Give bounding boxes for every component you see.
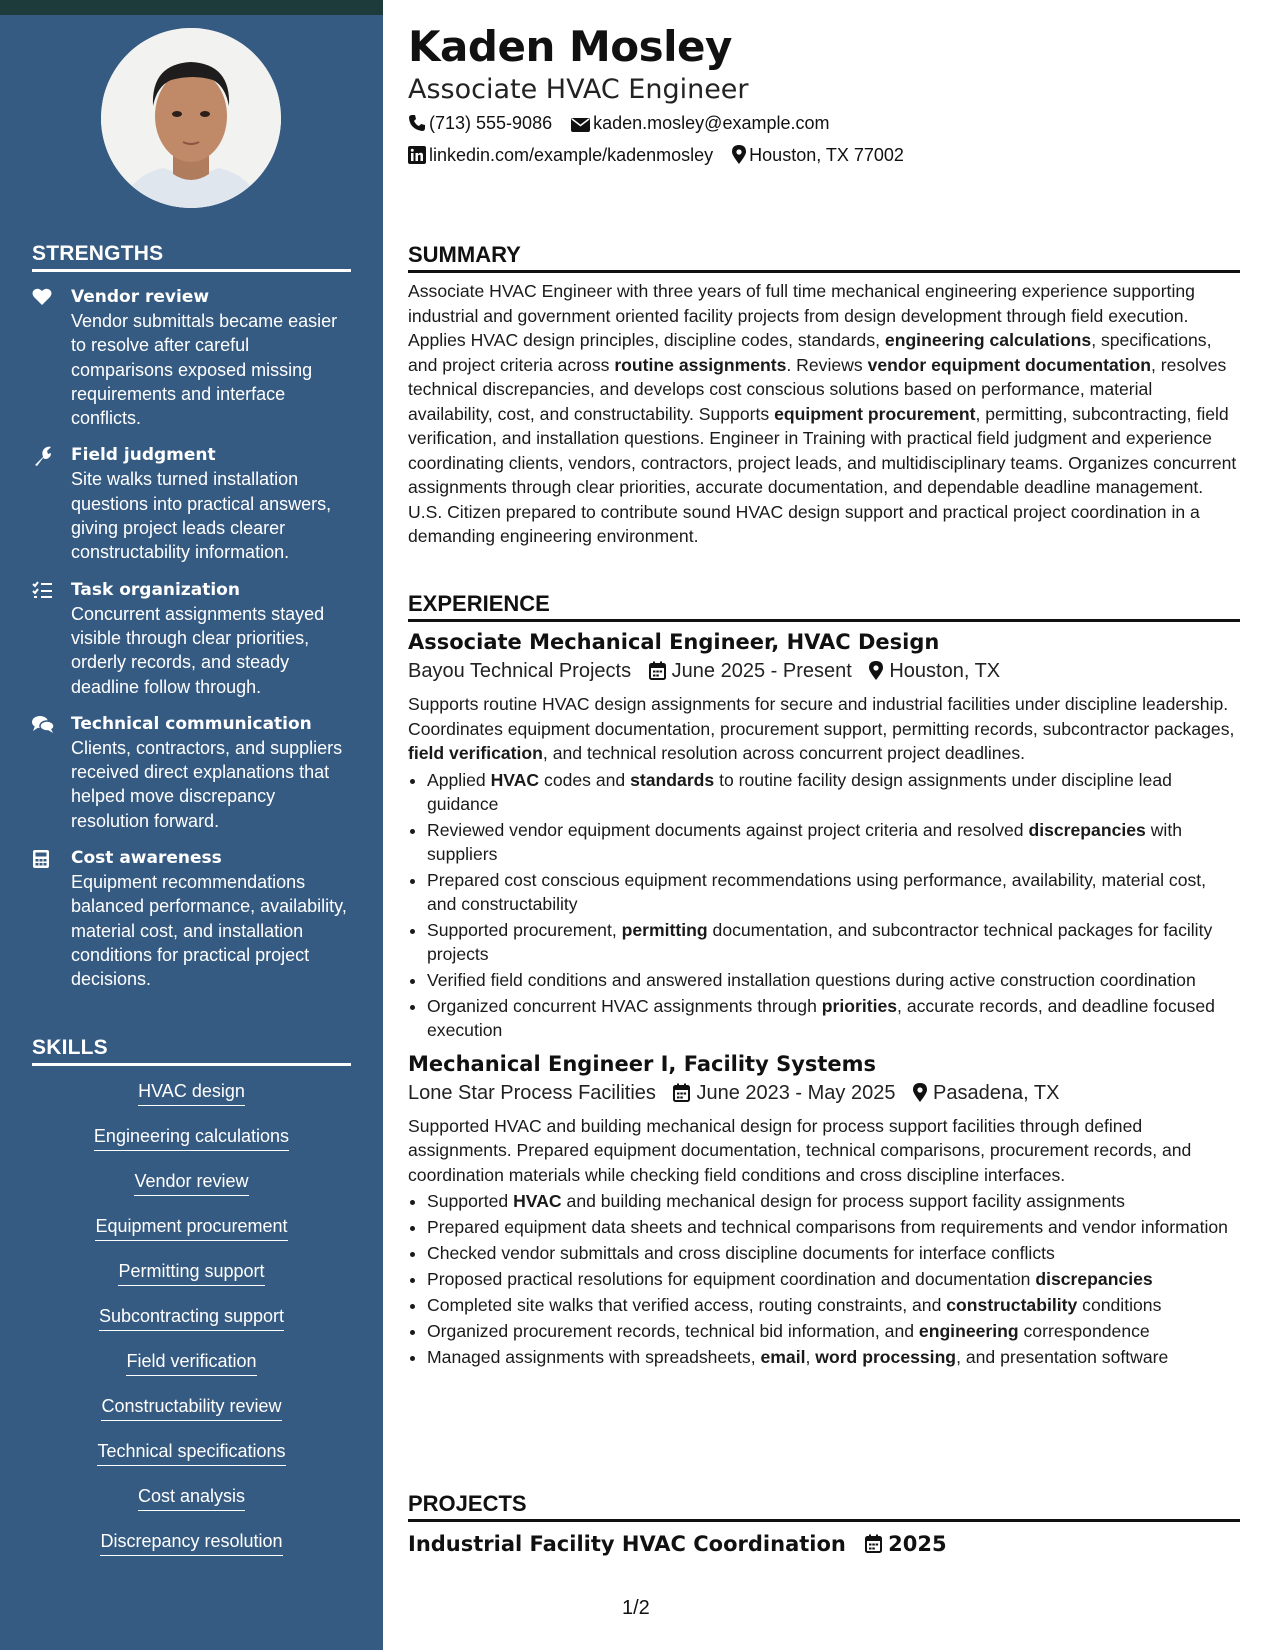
- emphasized-term: discrepancies: [1035, 1269, 1153, 1289]
- text-run: ,: [805, 1347, 816, 1367]
- text-run: , and presentation software: [956, 1347, 1169, 1367]
- summary-text: [408, 279, 1240, 549]
- strength-item: [32, 443, 351, 564]
- bullet-item: [427, 994, 1240, 1042]
- emphasized-term: vendor equipment documentation: [867, 354, 1152, 375]
- linkedin-icon: [408, 146, 426, 169]
- text-run: Applied: [427, 769, 491, 790]
- location-text: Houston, TX 77002: [749, 145, 904, 165]
- strength-description: Concurrent assignments stayed visible through clear priorities, orderly records, and steady deadline follow through.: [71, 603, 325, 697]
- job-meta: [408, 1082, 1240, 1108]
- calendar-icon: [649, 661, 666, 686]
- job-title: Mechanical Engineer I, Facility Systems: [408, 1051, 877, 1076]
- strength-item: [32, 285, 351, 430]
- strengths-section: [32, 242, 351, 992]
- text-run: Supported: [427, 1191, 514, 1211]
- project-year: 2025: [888, 1532, 947, 1556]
- map-marker-icon: [732, 145, 746, 169]
- linkedin-link[interactable]: linkedin.com/example/kadenmosley: [429, 145, 714, 165]
- job-dates: June 2025 - Present: [671, 660, 852, 682]
- calendar-icon: [865, 1534, 882, 1558]
- text-run: Managed assignments with spreadsheets,: [427, 1347, 761, 1367]
- text-run: , permitting, subcontracting, field verification, and installation questions. Engineer in Training with practical field judgment and experience coordinating clients, vendors, contractors, project leads, and multidisciplinary teams. Organizes concurrent assignments through clear priorities, accurate documentation, and dependable deadline management. U.S. Citizen prepared to contribute sound HVAC design support and practical project coordination in a demanding engineering environment.: [408, 403, 1237, 546]
- job-title-heading: Associate HVAC Engineer: [408, 74, 749, 105]
- bullet-item: [427, 818, 1240, 866]
- text-run: Organized procurement records, technical bid information, and: [427, 1321, 919, 1341]
- company-name: Bayou Technical Projects: [408, 660, 632, 682]
- envelope-icon: [571, 116, 590, 137]
- text-run: Supports routine HVAC design assignments for secure and industrial facilities under discipline leadership. Coordinates equipment documentation, procurement support, permitting records, subcontractor packages,: [408, 694, 1235, 739]
- strength-description: Equipment recommendations balanced performance, availability, material cost, and installation conditions for practical project decisions.: [71, 872, 347, 990]
- emphasized-term: HVAC: [513, 1191, 562, 1211]
- text-run: and building mechanical design for process support facility assignments: [561, 1191, 1125, 1211]
- emphasized-term: field verification: [408, 743, 543, 763]
- skill-tag: Engineering calculations: [94, 1125, 289, 1151]
- projects-heading: PROJECTS: [408, 1491, 1240, 1522]
- sidebar: [0, 15, 383, 1650]
- emphasized-term: HVAC: [490, 769, 540, 790]
- skill-tag: Cost analysis: [138, 1485, 245, 1511]
- emphasized-term: constructability: [946, 1295, 1078, 1315]
- text-run: Proposed practical resolutions for equipment coordination and documentation: [427, 1269, 1036, 1289]
- text-run: , and technical resolution across concurrent project deadlines.: [542, 743, 1026, 763]
- task-list-icon: [32, 581, 54, 601]
- job-title: Associate Mechanical Engineer, HVAC Design: [408, 630, 940, 654]
- strength-title: Task organization: [71, 579, 240, 600]
- text-run: . Reviews: [786, 354, 868, 375]
- avatar: [101, 28, 281, 208]
- skill-tag: Technical specifications: [97, 1440, 285, 1466]
- skill-tag: HVAC design: [138, 1080, 245, 1106]
- contact-row-1: [408, 113, 829, 137]
- skills-section: [32, 1036, 351, 1575]
- text-run: Supported procurement,: [427, 919, 622, 940]
- bullet-item: [427, 1215, 1240, 1239]
- emphasized-term: engineering: [918, 1321, 1019, 1341]
- job-bullets: [408, 1189, 1240, 1369]
- emphasized-term: routine assignments: [614, 354, 787, 375]
- emphasized-term: engineering calculations: [884, 330, 1092, 350]
- emphasized-term: equipment procurement: [774, 403, 976, 424]
- text-run: , resolves technical discrepancies, and develops cost conscious solutions based on performance, material availability, cost, and constructability. Supports: [408, 354, 1227, 424]
- company-name: Lone Star Process Facilities: [408, 1081, 656, 1104]
- job-entry: [408, 1052, 1240, 1370]
- job-description: [408, 692, 1240, 766]
- skills-heading: SKILLS: [32, 1036, 351, 1066]
- bullet-item: [427, 868, 1240, 916]
- wrench-icon: [32, 446, 54, 466]
- bullet-item: [427, 768, 1240, 816]
- text-run: with suppliers: [427, 819, 1182, 864]
- skill-tag: Vendor review: [134, 1170, 248, 1196]
- bullet-item: [427, 1241, 1240, 1265]
- phone-icon: [408, 114, 426, 137]
- bullet-item: [427, 1267, 1240, 1291]
- contact-row-2: [408, 145, 904, 169]
- skill-tag: Constructability review: [101, 1395, 281, 1421]
- calendar-icon: [673, 1083, 690, 1108]
- skill-tag: Equipment procurement: [95, 1215, 287, 1241]
- summary-heading: SUMMARY: [408, 242, 1240, 273]
- text-run: documentation, and subcontractor technical packages for facility projects: [427, 919, 1213, 964]
- summary-section: [408, 242, 1240, 549]
- skill-tag: Permitting support: [118, 1260, 264, 1286]
- job-description: [408, 1114, 1240, 1188]
- bullet-item: [427, 1319, 1240, 1343]
- strength-item: [32, 712, 351, 833]
- email-link[interactable]: kaden.mosley@example.com: [593, 113, 830, 133]
- job-bullets: [408, 768, 1240, 1042]
- text-run: Verified field conditions and answered installation questions during active construction coordination: [427, 969, 1196, 990]
- strength-description: Vendor submittals became easier to resolve after careful comparisons exposed missing requirements and interface conflicts.: [71, 311, 338, 429]
- projects-section: [408, 1491, 1240, 1558]
- map-marker-icon: [869, 661, 883, 686]
- bullet-item: [427, 918, 1240, 966]
- heart-icon: [32, 288, 54, 308]
- emphasized-term: priorities: [821, 995, 898, 1016]
- text-run: to routine facility design assignments under discipline lead guidance: [427, 769, 1172, 814]
- phone-text: (713) 555-9086: [429, 113, 553, 133]
- skill-tag: Subcontracting support: [99, 1305, 284, 1331]
- emphasized-term: word processing: [815, 1347, 957, 1367]
- calculator-icon: [32, 849, 54, 869]
- bullet-item: [427, 1189, 1240, 1213]
- comments-icon: [32, 715, 54, 735]
- strengths-heading: STRENGTHS: [32, 242, 351, 272]
- skill-tag: Discrepancy resolution: [100, 1530, 282, 1556]
- experience-section: [408, 591, 1240, 1371]
- person-name: Kaden Mosley: [408, 22, 732, 71]
- bullet-item: [427, 968, 1240, 992]
- job-location: Houston, TX: [889, 660, 1001, 682]
- text-run: Supported HVAC and building mechanical design for process support facilities through defined assignments. Prepared equipment documentation, technical comparisons, procurement records, and coordination materials while checking field conditions and cross discipline interfaces.: [408, 1115, 1192, 1185]
- sidebar-top-bar: [0, 0, 383, 15]
- text-run: Associate HVAC Engineer with three years of full time mechanical engineering experience supporting industrial and government oriented facility projects from design development through field execution. Applies HVAC design principles, discipline codes, standards,: [408, 281, 1195, 350]
- bullet-item: [427, 1345, 1240, 1369]
- job-meta: [408, 660, 1240, 686]
- strength-title: Cost awareness: [71, 848, 222, 869]
- text-run: Organized concurrent HVAC assignments through: [427, 995, 822, 1016]
- strength-item: [32, 578, 351, 699]
- emphasized-term: permitting: [621, 919, 708, 940]
- experience-heading: EXPERIENCE: [408, 591, 1240, 622]
- skills-list: [32, 1080, 351, 1575]
- page-number: 1/2: [622, 1597, 650, 1619]
- map-marker-icon: [913, 1083, 927, 1108]
- text-run: Completed site walks that verified access, routing constraints, and: [427, 1295, 947, 1315]
- job-entry: [408, 630, 1240, 1042]
- strength-title: Field judgment: [71, 445, 216, 466]
- strength-title: Vendor review: [71, 287, 210, 307]
- text-run: , specifications, and project criteria across: [408, 330, 1212, 375]
- emphasized-term: email: [760, 1347, 806, 1367]
- strength-description: Clients, contractors, and suppliers received direct explanations that helped move discrepancy resolution forward.: [71, 737, 343, 831]
- skill-tag: Field verification: [126, 1350, 256, 1376]
- text-run: Reviewed vendor equipment documents against project criteria and resolved: [427, 819, 1029, 840]
- text-run: Prepared cost conscious equipment recommendations using performance, availability, material cost, and constructability: [427, 869, 1207, 914]
- bullet-item: [427, 1293, 1240, 1317]
- strength-title: Technical communication: [71, 713, 312, 734]
- text-run: codes and: [539, 769, 631, 790]
- job-location: Pasadena, TX: [933, 1081, 1060, 1104]
- text-run: Checked vendor submittals and cross discipline documents for interface conflicts: [427, 1243, 1055, 1263]
- project-title: Industrial Facility HVAC Coordination: [408, 1532, 846, 1556]
- emphasized-term: standards: [630, 769, 715, 790]
- text-run: Prepared equipment data sheets and technical comparisons from requirements and vendor information: [427, 1217, 1228, 1237]
- text-run: conditions: [1077, 1295, 1162, 1315]
- project-entry: [408, 1532, 1240, 1558]
- text-run: , accurate records, and deadline focused execution: [427, 995, 1215, 1040]
- strength-item: [32, 846, 351, 991]
- text-run: correspondence: [1018, 1321, 1150, 1341]
- job-dates: June 2023 - May 2025: [696, 1081, 896, 1104]
- strength-description: Site walks turned installation questions into practical answers, giving project leads clearer constructability information.: [71, 469, 332, 563]
- emphasized-term: discrepancies: [1028, 819, 1146, 840]
